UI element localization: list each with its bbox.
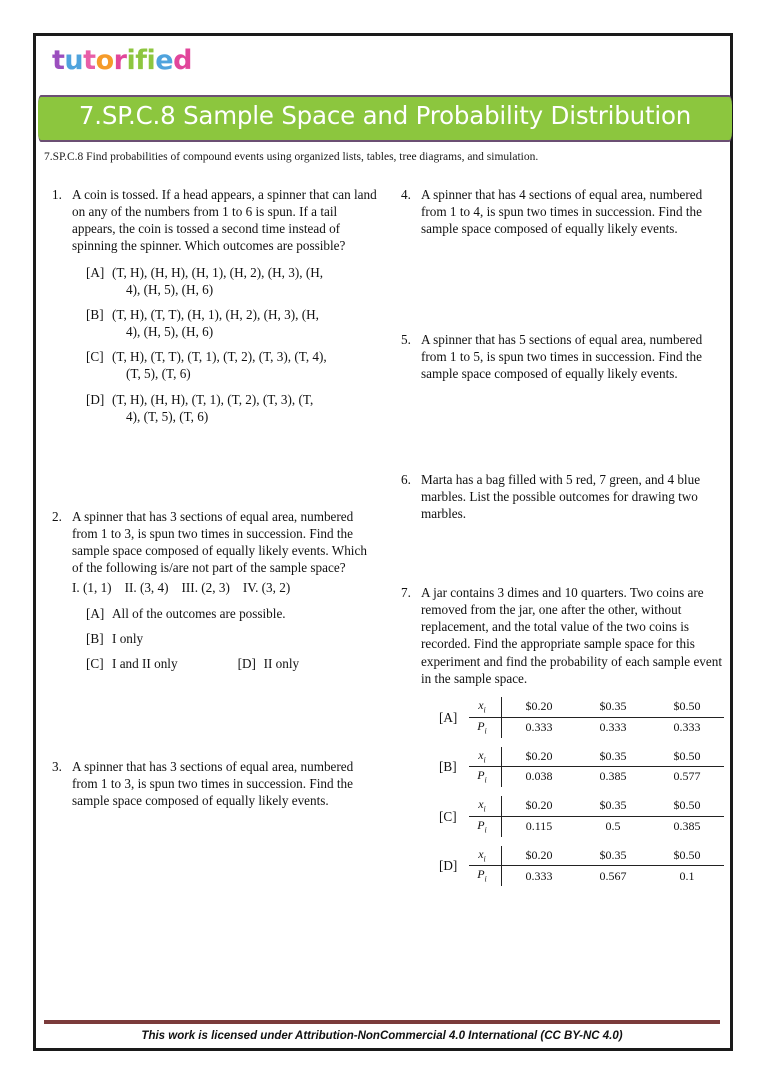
x-value-1: $0.35 (576, 697, 650, 717)
answer-choice[interactable] (72, 630, 380, 647)
p-value-2: 0.333 (673, 719, 701, 734)
answer-choice[interactable] (421, 747, 729, 788)
question-text: A coin is tossed. If a head appears, a spinner that can land on any of the numbers from 1 to 6 is spun. If a tail appears, the coin is tossed a second time instead of spinning the spinner. Which outcomes are possible? (72, 187, 377, 254)
table-row (469, 816, 724, 836)
table-row (469, 697, 724, 717)
logo-letter-5: i (126, 45, 136, 76)
p-value-1: 0.333 (599, 719, 627, 734)
standard-description: 7.SP.C.8 Find probabilities of compound events using organized lists, tables, tree diagrams, and simulation. (44, 151, 539, 163)
x-value-2: $0.50 (650, 747, 724, 767)
question-number: 5. (401, 332, 411, 347)
x-value-1: $0.35 (576, 796, 650, 816)
answer-choice[interactable] (72, 264, 380, 298)
x-value-1: $0.35 (576, 747, 650, 767)
answer-choices (72, 264, 380, 425)
choice-key: [D] (237, 656, 256, 672)
question-2 (50, 508, 380, 672)
x-value-1: $0.35 (576, 846, 650, 866)
choice-text-line2: (T, 5), (T, 6) (126, 366, 191, 382)
answer-choice[interactable] (72, 605, 380, 622)
p-value-0: 0.333 (525, 719, 553, 734)
x-value-2: $0.50 (650, 697, 724, 717)
answer-choice[interactable] (86, 655, 178, 672)
page-title: 7.SP.C.8 Sample Space and Probability Distribution (78, 101, 692, 130)
row-label-x: $x_i$ (469, 697, 502, 717)
row-label-p: $P_i$ (469, 866, 502, 886)
logo-letter-2: t (83, 45, 96, 76)
row-label-x: $x_i$ (469, 796, 502, 816)
roman-option-0: I. (1, 1) (72, 579, 112, 595)
question-number: 2. (52, 509, 62, 524)
choice-key: [D] (439, 858, 458, 874)
p-value-1: 0.5 (605, 818, 621, 833)
answer-choice[interactable] (238, 655, 300, 672)
answer-choice[interactable] (421, 846, 729, 887)
choice-key: [A] (86, 264, 105, 280)
question-6 (399, 471, 729, 522)
roman-options (72, 579, 380, 596)
question-body (421, 186, 729, 237)
p-value-0: 0.038 (525, 769, 553, 784)
table-row (469, 866, 724, 886)
logo-letter-0: t (52, 45, 65, 76)
choice-key: [B] (86, 630, 104, 646)
table-row (469, 747, 724, 767)
choice-key: [C] (439, 808, 457, 824)
choice-key: [B] (86, 306, 104, 322)
license-text: This work is licensed under Attribution-NonCommercial 4.0 International (CC BY-NC 4.0) (141, 1030, 623, 1042)
question-4 (399, 186, 729, 237)
p-value-1: 0.385 (599, 769, 627, 784)
tutorified-logo (52, 47, 192, 74)
logo-letter-7: i (146, 45, 156, 76)
answer-choice[interactable] (72, 306, 380, 340)
question-text: A jar contains 3 dimes and 10 quarters. Two coins are removed from the jar, one after the other, without replacement, and the total value of the two coins is recorded. Find the appropriate sample space for this experiment and find the probability of each sample event in the sample space. (421, 585, 723, 686)
probability-table-choices (421, 697, 729, 886)
choice-key: [A] (86, 605, 105, 621)
question-3 (50, 758, 380, 809)
choice-text: All of the outcomes are possible. (112, 605, 286, 621)
question-text: A spinner that has 5 sections of equal area, numbered from 1 to 5, is spun two times in succession. Find the sample space composed of equally likely events. (421, 332, 703, 382)
row-label-x: $x_i$ (469, 747, 502, 767)
question-number: 7. (401, 585, 411, 600)
p-value-0: 0.115 (525, 818, 553, 833)
choice-text: (T, H), (T, T), (H, 1), (H, 2), (H, 3), (H, 4), (H, 5), (H, 6) (112, 306, 380, 340)
question-text: Marta has a bag filled with 5 red, 7 green, and 4 blue marbles. List the possible outcomes for drawing two marbles. (421, 472, 701, 522)
choice-text: (T, H), (T, T), (T, 1), (T, 2), (T, 3), (T, 4), (T, 5), (T, 6) (112, 348, 380, 382)
probability-table (469, 747, 724, 788)
question-text: A spinner that has 4 sections of equal area, numbered from 1 to 4, is spun two times in succession. Find the sample space composed of equally likely events. (421, 187, 703, 237)
table-row (469, 846, 724, 866)
logo-letter-1: u (64, 45, 84, 76)
logo-letter-8: e (155, 45, 174, 76)
choice-key: [B] (439, 759, 457, 775)
question-7 (399, 584, 729, 895)
answer-choice[interactable] (421, 697, 729, 738)
choice-text: (T, H), (H, H), (T, 1), (T, 2), (T, 3), (T, 4), (T, 5), (T, 6) (112, 391, 380, 425)
question-number: 3. (52, 759, 62, 774)
roman-option-2: III. (2, 3) (181, 579, 230, 595)
choice-text: II only (263, 656, 300, 672)
logo-letter-9: d (173, 45, 192, 76)
question-body (72, 508, 380, 672)
x-value-0: $0.20 (502, 846, 577, 866)
choice-text-line2: 4), (H, 5), (H, 6) (126, 324, 214, 340)
answer-choice[interactable] (421, 796, 729, 837)
p-value-2: 0.385 (673, 818, 701, 833)
answer-choice[interactable] (72, 391, 380, 425)
choice-text-line2: 4), (H, 5), (H, 6) (126, 281, 214, 297)
x-value-0: $0.20 (502, 697, 577, 717)
table-row (469, 796, 724, 816)
row-label-x: $x_i$ (469, 846, 502, 866)
question-text: A spinner that has 3 sections of equal area, numbered from 1 to 3, is spun two times in succession. Find the sample space composed of equally likely events. (72, 759, 354, 809)
x-value-0: $0.20 (502, 747, 577, 767)
answer-choice[interactable] (72, 348, 380, 382)
question-body (421, 471, 729, 522)
question-body (72, 758, 380, 809)
choice-key: [A] (439, 709, 458, 725)
choice-key: [D] (86, 391, 105, 407)
probability-table (469, 846, 724, 887)
question-number: 6. (401, 472, 411, 487)
p-value-1: 0.567 (599, 868, 627, 883)
choice-key: [C] (86, 656, 104, 672)
row-label-p: $P_i$ (469, 717, 502, 737)
logo-letter-6: f (135, 45, 147, 76)
inline-answer-choices (72, 655, 380, 672)
title-banner (38, 95, 732, 142)
logo-letter-4: r (113, 45, 127, 76)
footer (44, 1020, 720, 1042)
p-value-0: 0.333 (525, 868, 553, 883)
row-label-p: $P_i$ (469, 767, 502, 787)
logo-letter-3: o (95, 45, 114, 76)
question-number: 1. (52, 187, 62, 202)
logo-area (36, 36, 730, 88)
probability-table (469, 697, 724, 738)
x-value-2: $0.50 (650, 846, 724, 866)
roman-option-1: II. (3, 4) (124, 579, 169, 595)
choice-text: I only (112, 630, 144, 646)
x-value-2: $0.50 (650, 796, 724, 816)
p-value-2: 0.577 (673, 769, 701, 784)
question-body (421, 331, 729, 382)
question-text: A spinner that has 3 sections of equal area, numbered from 1 to 3, is spun two times in succession. Find the sample space composed of equally likely events. Which of the following is/are not part of the sample space? (72, 509, 367, 576)
row-label-p: $P_i$ (469, 816, 502, 836)
question-body (72, 186, 380, 433)
answer-choices (72, 605, 380, 647)
choice-text-line2: 4), (T, 5), (T, 6) (126, 408, 209, 424)
roman-option-3: IV. (3, 2) (242, 579, 291, 595)
p-value-2: 0.1 (679, 868, 695, 883)
question-5 (399, 331, 729, 382)
question-1 (50, 186, 380, 433)
footer-divider (44, 1020, 720, 1024)
worksheet-page (33, 33, 733, 1051)
probability-table (469, 796, 724, 837)
table-row (469, 717, 724, 737)
questions-body (36, 186, 730, 996)
choice-text: (T, H), (H, H), (H, 1), (H, 2), (H, 3), (H, 4), (H, 5), (H, 6) (112, 264, 380, 298)
question-body (421, 584, 729, 895)
table-row (469, 767, 724, 787)
choice-text: I and II only (112, 656, 178, 672)
choice-key: [C] (86, 349, 104, 365)
x-value-0: $0.20 (502, 796, 577, 816)
question-number: 4. (401, 187, 411, 202)
